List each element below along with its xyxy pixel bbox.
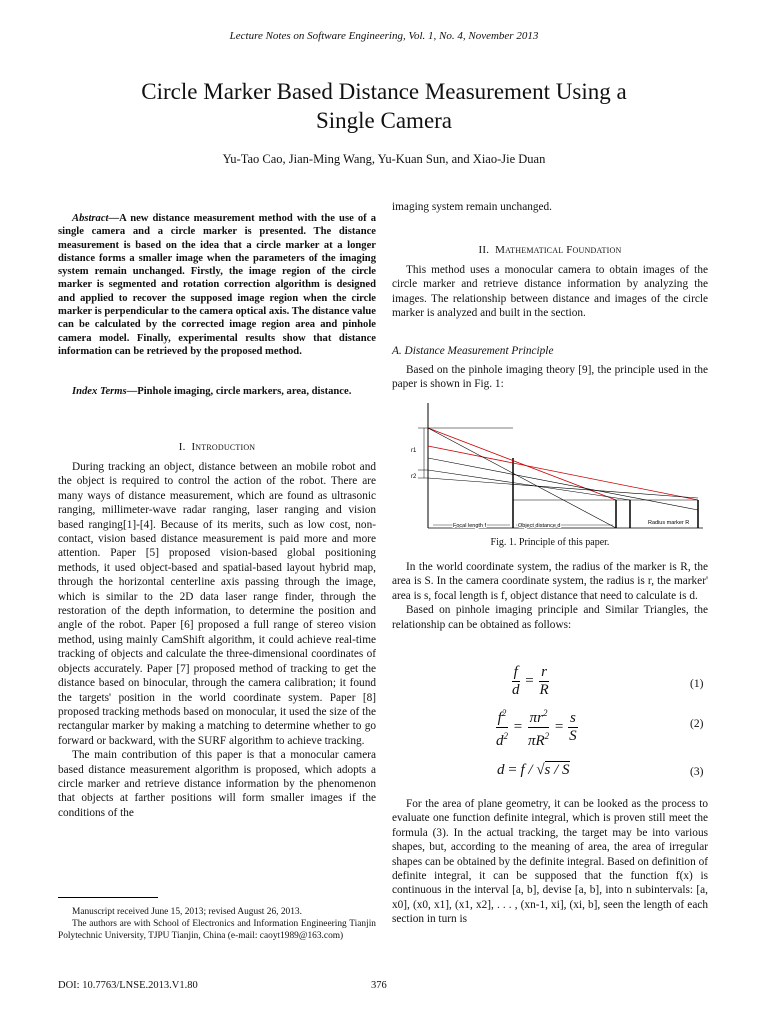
abstract-text: —A new distance measurement method with the use of a single camera and a circle marker is presented. The distance measurement is based on the idea that a circle marker at a longer distance forms a smaller image when the parameters of the imaging system remain unchanged. Firstly, the image region of the circle marker is segmented and rotation correction algorithm is designed and applied to recover the supposed image region when the circle marker is perpendicular to the camera optical axis. The distance value can be calculated by the corrected image region area and pinhole camera model. Finally, experimental results show that distance information can be retrieved by the proposed method. <box>58 213 376 357</box>
label-focal-length: Focal length f <box>453 523 487 529</box>
world-coord-paragraph: In the world coordinate system, the radius of the marker is R, the area is S. In the camera coordinate system, the radius is r, the marker' area is s, focal length is f, object distance that need to calculate is d. <box>392 561 708 602</box>
footnote <box>58 906 376 942</box>
footnote-affiliation: The authors are with School of Electronics and Information Engineering Tianjin Polytechnic University, TJPU Tianjin, China (e-mail: caoyt1989@163.com) <box>58 919 376 941</box>
right-continuation: imaging system remain unchanged. <box>392 201 552 213</box>
area-body <box>392 797 708 927</box>
section-1-heading: I. Introduction <box>178 441 256 453</box>
equation-1: $\frac{f}{d}$ = $\frac{r}{R}$ <box>512 664 549 698</box>
label-radius-marker: Radius marker R <box>648 520 690 526</box>
index-text: —Pinhole imaging, circle markers, area, distance. <box>126 386 352 397</box>
subsection-a-heading: A. Distance Measurement Principle <box>392 345 554 357</box>
section-2-paragraph: This method uses a monocular camera to obtain images of the circle marker and retrieve distance information by analyzing the images. The relationship between distance and images of the circle marker is analyzed and built in the section. <box>392 264 708 320</box>
paper-title <box>90 77 678 135</box>
figure-1-caption: Fig. 1. Principle of this paper. <box>490 537 610 548</box>
label-object-distance: Object distance d <box>518 523 561 529</box>
index-label: Index Terms <box>72 386 127 397</box>
label-r2: r2 <box>411 474 417 480</box>
equation-1-number: (1) <box>690 678 704 690</box>
equation-3-number: (3) <box>690 766 704 778</box>
abstract <box>58 212 376 358</box>
pinhole-paragraph: Based on pinhole imaging principle and Similar Triangles, the relationship can be obtained as follows: <box>392 604 708 631</box>
footnote-rule <box>58 897 158 898</box>
definitions-body <box>392 560 708 632</box>
equation-3: d = f / √s / S <box>497 762 570 778</box>
authors: Yu-Tao Cao, Jian-Ming Wang, Yu-Kuan Sun, and Xiao-Jie Duan <box>222 152 546 166</box>
intro-body <box>58 460 376 820</box>
footnote-received: Manuscript received June 15, 2013; revised August 26, 2013. <box>72 907 302 917</box>
intro-paragraph-2: The main contribution of this paper is that a monocular camera based distance measurement algorithm is proposed, which adopts a circle marker and retrieve distance information by the phenomenon that objects at farther positions will form smaller images if the conditions of the <box>58 749 376 819</box>
subsection-a-body <box>392 363 708 392</box>
index-terms <box>58 385 376 398</box>
section-1-title: Introduction <box>191 441 256 453</box>
equation-2-number: (2) <box>690 718 704 730</box>
intro-paragraph-1: During tracking an object, distance between an mobile robot and the object is required to control the action of the robot. There are many ways of distance measurement, which are found as ultrasonic ranging, millimeter-wave radar ranging, laser ranging and vision based ranging[1]-[4]. Because of its merits, such as low cost, non-contact, vision based distance measurement is paid more and more attention. Paper [5] proposed vision-based global positioning methods, it used object-based and spatial-based layout hybrid map, through the horizontal centerline axis passing through the image, which is similar to the 2D data laser range finder, through the restoration of the depth information, to determine the position and angle of the robot. Paper [6] proposed a full range of stereo vision method, using mainly CamShift algorithm, it could achieve real-time tracking of objects and calculate the three-dimensional coordinates of objects accurately. Paper [7] proposed method of tracking to get the distance based on binocular, through the camera calibration; it found the targets' position in the world coordinate system. Paper [8] proposed tracking methods based on monocular, it used the size of the rectangular marker by making a matching to determine whether to go forward or backward, with the SURF algorithm to achieve tracking. <box>58 461 376 747</box>
figure-1-diagram <box>398 398 706 538</box>
journal-header: Lecture Notes on Software Engineering, Vol. 1, No. 4, November 2013 <box>229 30 539 42</box>
section-2-heading: II. Mathematical Foundation <box>478 244 622 256</box>
label-r1: r1 <box>411 448 417 454</box>
title-line-2: Single Camera <box>315 108 453 133</box>
title-line-1: Circle Marker Based Distance Measurement Using a <box>141 79 627 104</box>
subsection-a-paragraph: Based on the pinhole imaging theory [9], the principle used in the paper is shown in Fig. 1: <box>392 364 708 391</box>
equation-2: $\frac{f^2}{d^2}$ = $\frac{\pi r^2}{\pi R^2}$ = $\frac{s}{S}$ <box>494 705 579 750</box>
area-paragraph: For the area of plane geometry, it can be looked as the process to evaluate one function definite integral, which is proven still meet the formula (3). In the actual tracking, the target may be into various shapes, but, according to the meaning of area, the area of irregular shapes can be obtained by the definite integral. Based on definition of definite integral, it can be supposed that the function f(x) is continuous in the interval [a, b], devise [a, b], into n subintervals: [a, x0], (x0, x1], (x1, x2], . . . , (xn-1, xi], (xi, b], seen the length of each section in turn is <box>392 798 708 926</box>
abstract-label: Abstract <box>72 213 109 224</box>
section-2-body <box>392 263 708 321</box>
doi: DOI: 10.7763/LNSE.2013.V1.80 <box>58 980 198 991</box>
section-2-title: Mathematical Foundation <box>495 244 622 256</box>
page-number: 376 <box>371 980 387 991</box>
